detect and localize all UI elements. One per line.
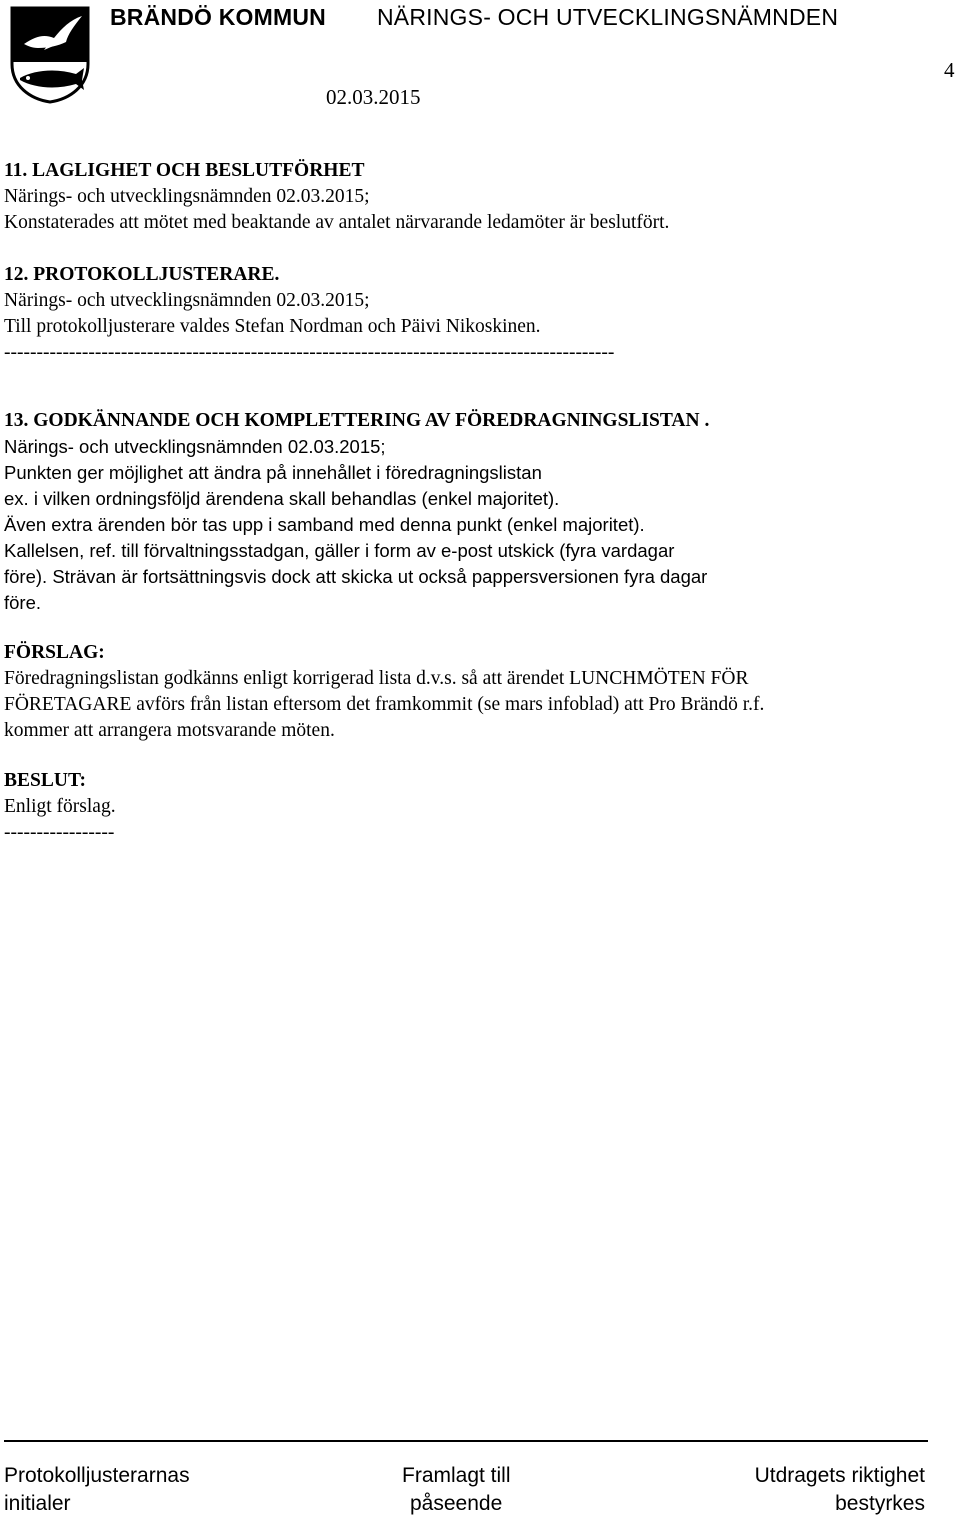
section-11-title: 11. LAGLIGHET OCH BESLUTFÖRHET xyxy=(4,160,365,181)
section-13-line-2: Punkten ger möjlighet att ändra på innehållet i föredragningslistan xyxy=(4,462,542,483)
section-11-line-1: Närings- och utvecklingsnämnden 02.03.2015; xyxy=(4,186,370,207)
proposal-heading: FÖRSLAG: xyxy=(4,642,105,663)
footer-left-line-1: Protokolljusterarnas xyxy=(4,1464,190,1487)
section-13-line-1: Närings- och utvecklingsnämnden 02.03.2015; xyxy=(4,436,386,457)
footer-left-line-2: initialer xyxy=(4,1492,71,1515)
proposal-line-2: FÖRETAGARE avförs från listan eftersom det framkommit (se mars infoblad) att Pro Brändö r.f. xyxy=(4,694,765,715)
section-13-line-6: före). Strävan är fortsättningsvis dock att skicka ut också pappersversionen fyra dagar xyxy=(4,566,708,587)
footer-mid-line-1: Framlagt till xyxy=(402,1464,511,1487)
proposal-line-1: Föredragningslistan godkänns enligt korrigerad lista d.v.s. så att ärendet LUNCHMÖTEN FÖR xyxy=(4,668,749,689)
footer-mid-line-2: påseende xyxy=(410,1492,503,1515)
section-12-separator: ---------------------------------------------------------------------------------------------- xyxy=(4,342,615,363)
page-number: 4 xyxy=(944,58,955,82)
footer-right-line-2: bestyrkes xyxy=(835,1492,925,1515)
footer-certified-label xyxy=(727,1462,925,1518)
section-13-title: 13. GODKÄNNANDE OCH KOMPLETTERING AV FÖREDRAGNINGSLISTAN . xyxy=(4,410,710,431)
proposal-line-3: kommer att arrangera motsvarande möten. xyxy=(4,720,335,741)
decision-text: Enligt förslag. xyxy=(4,796,116,817)
footer-right-line-1: Utdragets riktighet xyxy=(754,1464,925,1487)
footer-divider xyxy=(4,1440,928,1442)
board-name: NÄRINGS- OCH UTVECKLINGSNÄMNDEN xyxy=(377,4,839,30)
section-13-line-5: Kallelsen, ref. till förvaltningsstadgan, gäller i form av e-post utskick (fyra vardagar xyxy=(4,540,675,561)
section-12-title: 12. PROTOKOLLJUSTERARE. xyxy=(4,264,280,285)
section-13-line-4: Även extra ärenden bör tas upp i samband med denna punkt (enkel majoritet). xyxy=(4,514,645,535)
section-12-line-2: Till protokolljusterare valdes Stefan Nordman och Päivi Nikoskinen. xyxy=(4,316,541,337)
section-12-line-1: Närings- och utvecklingsnämnden 02.03.2015; xyxy=(4,290,370,311)
footer-initials-label xyxy=(4,1462,190,1518)
meeting-date: 02.03.2015 xyxy=(326,85,421,109)
section-13-end-separator: ----------------- xyxy=(4,822,115,843)
footer-posted-label xyxy=(402,1462,511,1518)
section-13-line-7: före. xyxy=(4,592,42,613)
municipality-name: BRÄNDÖ KOMMUN xyxy=(110,4,326,30)
decision-heading: BESLUT: xyxy=(4,770,86,791)
municipal-coat-of-arms-logo xyxy=(8,4,92,104)
section-13-line-3: ex. i vilken ordningsföljd ärendena skall behandlas (enkel majoritet). xyxy=(4,488,560,509)
section-11-line-2: Konstaterades att mötet med beaktande av antalet närvarande ledamöter är beslutfört. xyxy=(4,212,670,233)
